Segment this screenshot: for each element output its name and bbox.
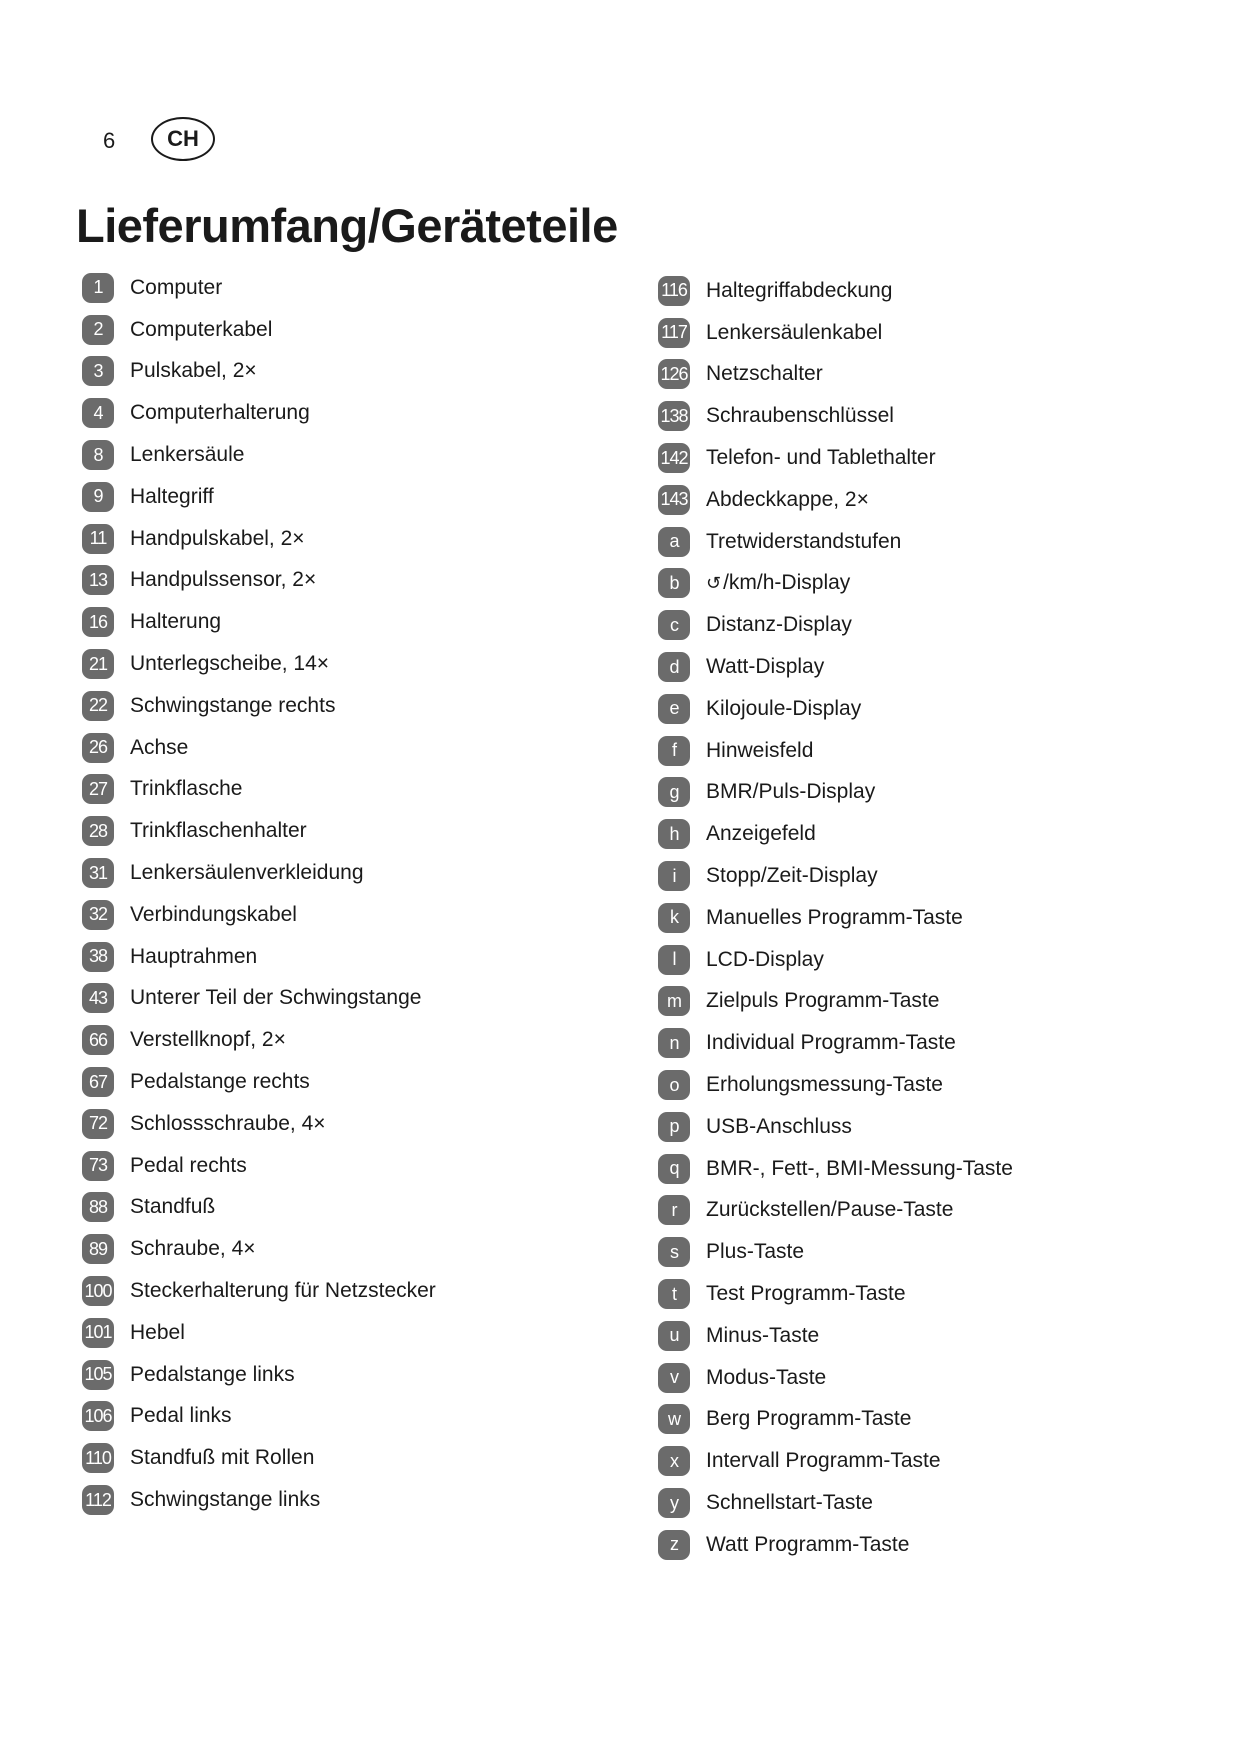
part-label: Watt Programm-Taste — [706, 1532, 910, 1556]
part-label: Hauptrahmen — [130, 944, 258, 968]
part-item — [658, 312, 1013, 354]
part-item — [658, 939, 1013, 981]
part-number-badge: a — [658, 527, 690, 557]
part-number-badge: c — [658, 610, 690, 640]
part-number-badge: 112 — [82, 1485, 114, 1515]
part-item — [658, 604, 1013, 646]
part-label: Schraubenschlüssel — [706, 404, 894, 428]
part-item — [82, 936, 436, 978]
part-number-badge: y — [658, 1488, 690, 1518]
part-label: Berg Programm-Taste — [706, 1407, 912, 1431]
part-number-badge: 101 — [82, 1318, 114, 1348]
part-label: Schwingstange links — [130, 1488, 321, 1511]
parts-list-left — [82, 267, 436, 1521]
part-number-badge: 8 — [82, 440, 114, 470]
part-number-badge: 100 — [82, 1276, 114, 1306]
part-label: Test Programm-Taste — [706, 1282, 906, 1306]
part-label: Hinweisfeld — [706, 738, 814, 762]
part-item — [82, 894, 436, 936]
part-label: Erholungsmessung-Taste — [706, 1073, 943, 1097]
part-item — [82, 727, 436, 769]
part-number-badge: 21 — [82, 649, 114, 679]
part-item — [82, 434, 436, 476]
part-number-badge: 117 — [658, 318, 690, 348]
part-label: Manuelles Programm-Taste — [706, 905, 963, 929]
part-number-badge: w — [658, 1404, 690, 1434]
part-number-badge: p — [658, 1112, 690, 1142]
part-label: Handpulssensor, 2× — [130, 568, 317, 592]
part-item — [82, 392, 436, 434]
part-number-badge: 89 — [82, 1234, 114, 1264]
part-item — [658, 395, 1013, 437]
part-label: Kilojoule-Display — [706, 696, 862, 720]
part-item — [82, 643, 436, 685]
part-item — [82, 1228, 436, 1270]
part-number-badge: 143 — [658, 485, 690, 515]
part-label: Zurückstellen/Pause-Taste — [706, 1198, 954, 1222]
part-item — [658, 1022, 1013, 1064]
part-item — [82, 1187, 436, 1229]
part-label: Computerkabel — [130, 317, 273, 341]
part-item — [658, 1148, 1013, 1190]
part-number-badge: 16 — [82, 607, 114, 637]
part-number-badge: 106 — [82, 1401, 114, 1431]
part-item — [658, 1440, 1013, 1482]
part-label: Computer — [130, 275, 223, 299]
part-label: Computerhalterung — [130, 401, 310, 425]
part-label: Unterlegscheibe, 14× — [130, 652, 330, 676]
part-item — [658, 897, 1013, 939]
part-number-badge: 27 — [82, 774, 114, 804]
part-label: Minus-Taste — [706, 1323, 820, 1347]
part-number-badge: i — [658, 861, 690, 891]
part-number-badge: 1 — [82, 273, 114, 303]
part-label: Zielpuls Programm-Taste — [706, 989, 940, 1013]
part-label: Verbindungskabel — [130, 902, 297, 926]
part-label: USB-Anschluss — [706, 1114, 852, 1138]
part-number-badge: e — [658, 694, 690, 724]
part-label: Pedalstange rechts — [130, 1070, 310, 1094]
part-label: Stopp/Zeit-Display — [706, 864, 878, 888]
part-item — [82, 476, 436, 518]
part-item — [82, 518, 436, 560]
part-number-badge: z — [658, 1530, 690, 1560]
part-item — [82, 1312, 436, 1354]
part-label: Pedal rechts — [130, 1153, 247, 1177]
part-label: Plus-Taste — [706, 1240, 805, 1264]
part-label: Haltegriffabdeckung — [706, 278, 893, 302]
part-item — [82, 1479, 436, 1521]
part-number-badge: 38 — [82, 942, 114, 972]
part-item — [82, 1396, 436, 1438]
part-label: Unterer Teil der Schwingstange — [130, 986, 422, 1010]
part-item — [658, 1231, 1013, 1273]
part-item — [658, 688, 1013, 730]
part-item — [82, 978, 436, 1020]
page-title: Lieferumfang/Geräteteile — [76, 199, 618, 252]
part-label: Schnellstart-Taste — [706, 1491, 873, 1514]
part-item — [658, 646, 1013, 688]
part-number-badge: x — [658, 1446, 690, 1476]
part-label: Halterung — [130, 610, 222, 634]
part-number-badge: l — [658, 945, 690, 975]
part-label: Haltegriff — [130, 484, 214, 508]
part-label: Pulskabel, 2× — [130, 359, 257, 383]
part-item — [658, 437, 1013, 479]
part-item — [658, 1064, 1013, 1106]
part-label-text: /km/h-Display — [723, 571, 851, 595]
part-label: Lenkersäulenverkleidung — [130, 861, 364, 885]
part-label: Watt-Display — [706, 655, 825, 679]
part-label: Pedalstange links — [130, 1362, 295, 1386]
part-label: Trinkflasche — [130, 777, 243, 801]
part-item — [82, 810, 436, 852]
part-item — [658, 1399, 1013, 1441]
part-number-badge: 3 — [82, 356, 114, 386]
part-label: Steckerhalterung für Netzstecker — [130, 1279, 436, 1303]
part-item — [658, 772, 1013, 814]
part-item — [658, 354, 1013, 396]
part-item — [658, 813, 1013, 855]
part-number-badge: 32 — [82, 900, 114, 930]
part-label: BMR/Puls-Display — [706, 780, 876, 804]
part-label: Pedal links — [130, 1404, 232, 1428]
part-number-badge: 73 — [82, 1151, 114, 1181]
part-item — [82, 1019, 436, 1061]
part-number-badge: 116 — [658, 276, 690, 306]
part-number-badge: 126 — [658, 359, 690, 389]
part-number-badge: k — [658, 903, 690, 933]
part-label: Intervall Programm-Taste — [706, 1449, 941, 1473]
part-item — [658, 1190, 1013, 1232]
part-number-badge: 105 — [82, 1360, 114, 1390]
part-number-badge: 72 — [82, 1109, 114, 1139]
part-label: Achse — [130, 735, 189, 759]
part-number-badge: 142 — [658, 443, 690, 473]
part-item — [82, 1270, 436, 1312]
part-item — [658, 1315, 1013, 1357]
part-number-badge: s — [658, 1237, 690, 1267]
part-number-badge: 9 — [82, 482, 114, 512]
part-label: LCD-Display — [706, 947, 824, 971]
part-item — [82, 351, 436, 393]
part-number-badge: 28 — [82, 816, 114, 846]
part-number-badge: 13 — [82, 565, 114, 595]
part-item — [82, 1354, 436, 1396]
part-item — [82, 560, 436, 602]
part-label: Verstellknopf, 2× — [130, 1028, 286, 1052]
part-number-badge: n — [658, 1028, 690, 1058]
part-item — [658, 479, 1013, 521]
part-number-badge: 26 — [82, 733, 114, 763]
part-item — [658, 521, 1013, 563]
part-item — [82, 309, 436, 351]
part-number-badge: 88 — [82, 1192, 114, 1222]
part-label: Anzeigefeld — [706, 822, 816, 846]
part-label — [706, 571, 850, 595]
part-number-badge: 11 — [82, 524, 114, 554]
country-badge: CH — [151, 117, 215, 161]
part-number-badge: 22 — [82, 691, 114, 721]
part-number-badge: t — [658, 1279, 690, 1309]
part-item — [82, 601, 436, 643]
part-item — [658, 1482, 1013, 1524]
part-number-badge: 138 — [658, 401, 690, 431]
part-number-badge: f — [658, 736, 690, 766]
part-number-badge: 43 — [82, 983, 114, 1013]
part-item — [82, 769, 436, 811]
part-number-badge: 66 — [82, 1025, 114, 1055]
part-item — [658, 1106, 1013, 1148]
part-item — [82, 852, 436, 894]
part-item — [658, 563, 1013, 605]
part-label: Standfuß mit Rollen — [130, 1446, 315, 1470]
part-item — [658, 1524, 1013, 1566]
part-label: Hebel — [130, 1320, 185, 1344]
part-label: Individual Programm-Taste — [706, 1031, 956, 1055]
part-item — [82, 685, 436, 727]
part-label: Standfuß — [130, 1195, 216, 1219]
part-item — [82, 1437, 436, 1479]
speed-icon: ↺ — [706, 573, 722, 594]
part-number-badge: r — [658, 1195, 690, 1225]
part-number-badge: o — [658, 1070, 690, 1100]
part-label: Lenkersäulenkabel — [706, 320, 883, 344]
part-number-badge: g — [658, 777, 690, 807]
part-label: Telefon- und Tablethalter — [706, 446, 936, 470]
part-label: Lenkersäule — [130, 443, 245, 467]
part-label: Netzschalter — [706, 362, 823, 386]
part-number-badge: 110 — [82, 1443, 114, 1473]
part-label: Tretwiderstandstufen — [706, 529, 902, 553]
part-item — [658, 730, 1013, 772]
part-number-badge: b — [658, 568, 690, 598]
part-label: BMR-, Fett-, BMI-Messung-Taste — [706, 1156, 1013, 1180]
part-number-badge: 67 — [82, 1067, 114, 1097]
part-number-badge: 31 — [82, 858, 114, 888]
page-number: 6 — [103, 128, 116, 153]
part-number-badge: h — [658, 819, 690, 849]
part-number-badge: u — [658, 1321, 690, 1351]
part-item — [82, 1061, 436, 1103]
part-item — [82, 1103, 436, 1145]
part-number-badge: 2 — [82, 315, 114, 345]
part-item — [82, 267, 436, 309]
part-number-badge: m — [658, 986, 690, 1016]
part-label: Trinkflaschenhalter — [130, 819, 307, 843]
part-item — [658, 1273, 1013, 1315]
part-item — [658, 981, 1013, 1023]
part-number-badge: d — [658, 652, 690, 682]
part-label: Schwingstange rechts — [130, 693, 336, 717]
part-item — [658, 270, 1013, 312]
part-number-badge: q — [658, 1154, 690, 1184]
part-number-badge: v — [658, 1363, 690, 1393]
part-item — [658, 855, 1013, 897]
part-label: Modus-Taste — [706, 1365, 827, 1389]
part-item — [658, 1357, 1013, 1399]
part-item — [82, 1145, 436, 1187]
part-label: Handpulskabel, 2× — [130, 526, 305, 550]
part-label: Schlossschraube, 4× — [130, 1111, 326, 1135]
part-label: Schraube, 4× — [130, 1237, 256, 1261]
part-label: Abdeckkappe, 2× — [706, 487, 869, 511]
parts-list-right — [658, 270, 1013, 1566]
part-label: Distanz-Display — [706, 613, 852, 637]
part-number-badge: 4 — [82, 398, 114, 428]
